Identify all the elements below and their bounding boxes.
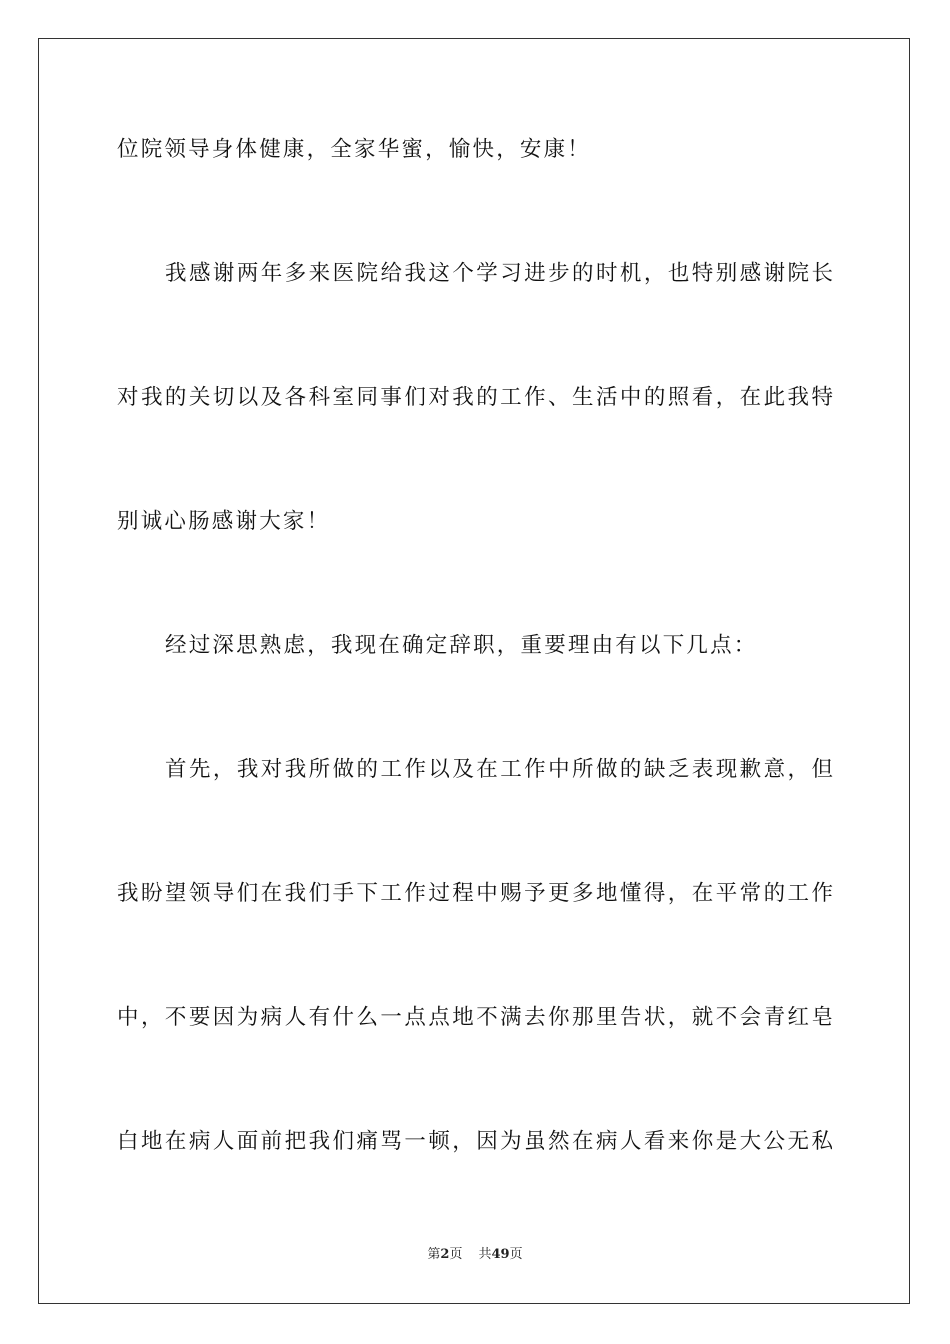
- page-border: [38, 38, 910, 1304]
- paragraph-line: 首先，我对我所做的工作以及在工作中所做的缺乏表现歉意，但: [165, 757, 833, 782]
- total-pages: 49: [491, 1247, 510, 1262]
- paragraph-line: 对我的关切以及各科室同事们对我的工作、生活中的照看，在此我特: [117, 385, 833, 410]
- paragraph-line: 位院领导身体健康，全家华蜜，愉快，安康！: [117, 137, 592, 162]
- paragraph-line: 白地在病人面前把我们痛骂一顿，因为虽然在病人看来你是大公无私: [117, 1129, 833, 1154]
- page-suffix: 页: [449, 1247, 463, 1262]
- paragraph-line: 我感谢两年多来医院给我这个学习进步的时机，也特别感谢院长: [165, 261, 833, 286]
- page-footer: [0, 1245, 950, 1265]
- paragraph-line: 别诚心肠感谢大家！: [117, 509, 331, 534]
- paragraph-line: 经过深思熟虑，我现在确定辞职，重要理由有以下几点：: [165, 633, 758, 658]
- paragraph-line: 我盼望领导们在我们手下工作过程中赐予更多地懂得，在平常的工作: [117, 881, 833, 906]
- page-prefix: 第: [427, 1247, 441, 1262]
- total-prefix: 共: [478, 1247, 492, 1262]
- page-number: 2: [440, 1247, 450, 1262]
- total-suffix: 页: [509, 1247, 523, 1262]
- paragraph-line: 中，不要因为病人有什么一点点地不满去你那里告状，就不会青红皂: [117, 1005, 833, 1030]
